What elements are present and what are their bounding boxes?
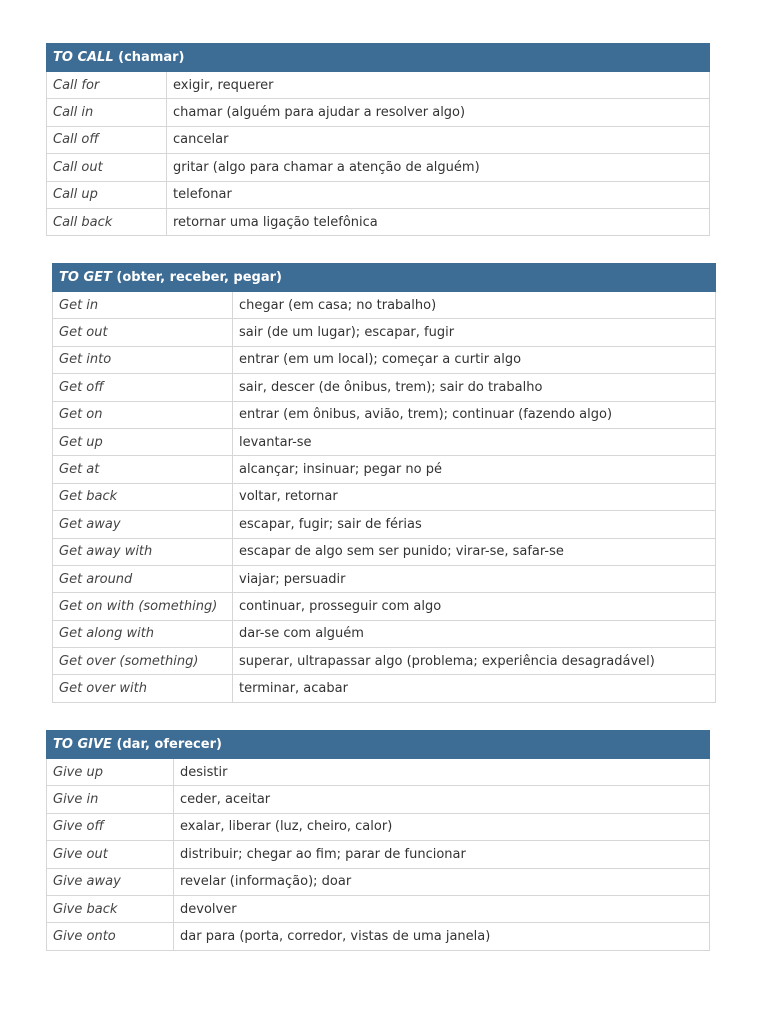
table-row bbox=[47, 759, 710, 786]
table-header bbox=[53, 264, 716, 292]
phrasal-verb-cell: Get up bbox=[53, 428, 233, 455]
phrasal-verb-cell: Get over with bbox=[53, 675, 233, 702]
verb-title: TO GET bbox=[59, 270, 112, 285]
phrasal-verb-cell: Call for bbox=[47, 72, 167, 99]
phrasal-verb-cell: Get around bbox=[53, 565, 233, 592]
table-row bbox=[53, 483, 716, 510]
phrasal-verb-cell: Get on bbox=[53, 401, 233, 428]
meaning-cell: viajar; persuadir bbox=[233, 565, 716, 592]
table-row bbox=[47, 895, 710, 922]
phrasal-verb-cell: Give out bbox=[47, 841, 174, 868]
phrasal-verbs-table-get bbox=[52, 263, 716, 703]
table-body bbox=[47, 759, 710, 951]
meaning-cell: escapar de algo sem ser punido; virar-se, safar-se bbox=[233, 538, 716, 565]
table-row bbox=[53, 319, 716, 346]
phrasal-verb-cell: Get on with (something) bbox=[53, 593, 233, 620]
table-body bbox=[47, 72, 710, 236]
phrasal-verb-cell: Call back bbox=[47, 208, 167, 235]
table-row bbox=[53, 401, 716, 428]
meaning-cell: exigir, requerer bbox=[167, 72, 710, 99]
verb-gloss: (chamar) bbox=[118, 50, 185, 65]
table-row bbox=[47, 868, 710, 895]
meaning-cell: continuar, prosseguir com algo bbox=[233, 593, 716, 620]
table-row bbox=[47, 72, 710, 99]
meaning-cell: entrar (em um local); começar a curtir algo bbox=[233, 346, 716, 373]
table-row bbox=[53, 620, 716, 647]
table-row bbox=[53, 511, 716, 538]
phrasal-verb-cell: Get off bbox=[53, 374, 233, 401]
table-body bbox=[53, 292, 716, 703]
table-row bbox=[47, 786, 710, 813]
verb-title: TO GIVE bbox=[53, 737, 112, 752]
table-row bbox=[47, 841, 710, 868]
meaning-cell: telefonar bbox=[167, 181, 710, 208]
phrasal-verb-cell: Get along with bbox=[53, 620, 233, 647]
phrasal-verb-cell: Get into bbox=[53, 346, 233, 373]
table-row bbox=[53, 593, 716, 620]
verb-gloss: (dar, oferecer) bbox=[116, 737, 222, 752]
meaning-cell: revelar (informação); doar bbox=[174, 868, 710, 895]
table-row bbox=[53, 565, 716, 592]
table-row bbox=[53, 346, 716, 373]
phrasal-verb-cell: Give back bbox=[47, 895, 174, 922]
meaning-cell: dar para (porta, corredor, vistas de uma janela) bbox=[174, 923, 710, 950]
table-header-row bbox=[47, 731, 710, 759]
phrasal-verb-cell: Give off bbox=[47, 813, 174, 840]
table-row bbox=[53, 374, 716, 401]
meaning-cell: levantar-se bbox=[233, 428, 716, 455]
meaning-cell: dar-se com alguém bbox=[233, 620, 716, 647]
meaning-cell: devolver bbox=[174, 895, 710, 922]
phrasal-verb-cell: Get back bbox=[53, 483, 233, 510]
phrasal-verb-cell: Give away bbox=[47, 868, 174, 895]
table-row bbox=[53, 428, 716, 455]
table-row bbox=[47, 208, 710, 235]
table-header bbox=[47, 731, 710, 759]
phrasal-verb-cell: Get away with bbox=[53, 538, 233, 565]
phrasal-verb-cell: Get over (something) bbox=[53, 648, 233, 675]
table-row bbox=[47, 99, 710, 126]
phrasal-verb-cell: Call off bbox=[47, 126, 167, 153]
phrasal-verb-cell: Give onto bbox=[47, 923, 174, 950]
meaning-cell: chegar (em casa; no trabalho) bbox=[233, 292, 716, 319]
meaning-cell: escapar, fugir; sair de férias bbox=[233, 511, 716, 538]
table-row bbox=[47, 813, 710, 840]
phrasal-verbs-table-give bbox=[46, 730, 710, 951]
phrasal-verb-cell: Call in bbox=[47, 99, 167, 126]
phrasal-verb-cell: Call up bbox=[47, 181, 167, 208]
meaning-cell: gritar (algo para chamar a atenção de alguém) bbox=[167, 154, 710, 181]
phrasal-verb-cell: Get at bbox=[53, 456, 233, 483]
meaning-cell: entrar (em ônibus, avião, trem); continuar (fazendo algo) bbox=[233, 401, 716, 428]
meaning-cell: distribuir; chegar ao fim; parar de funcionar bbox=[174, 841, 710, 868]
phrasal-verb-cell: Get away bbox=[53, 511, 233, 538]
meaning-cell: superar, ultrapassar algo (problema; experiência desagradável) bbox=[233, 648, 716, 675]
phrasal-verb-cell: Get in bbox=[53, 292, 233, 319]
table-row bbox=[47, 154, 710, 181]
table-row bbox=[53, 648, 716, 675]
meaning-cell: terminar, acabar bbox=[233, 675, 716, 702]
table-row bbox=[53, 292, 716, 319]
meaning-cell: cancelar bbox=[167, 126, 710, 153]
verb-title: TO CALL bbox=[53, 50, 114, 65]
phrasal-verb-cell: Give up bbox=[47, 759, 174, 786]
table-row bbox=[47, 126, 710, 153]
table-row bbox=[47, 181, 710, 208]
meaning-cell: voltar, retornar bbox=[233, 483, 716, 510]
meaning-cell: alcançar; insinuar; pegar no pé bbox=[233, 456, 716, 483]
table-header-row bbox=[47, 44, 710, 72]
meaning-cell: retornar uma ligação telefônica bbox=[167, 208, 710, 235]
table-header-row bbox=[53, 264, 716, 292]
meaning-cell: sair, descer (de ônibus, trem); sair do trabalho bbox=[233, 374, 716, 401]
table-row bbox=[53, 675, 716, 702]
phrasal-verbs-table-call bbox=[46, 43, 710, 236]
meaning-cell: ceder, aceitar bbox=[174, 786, 710, 813]
table-row bbox=[53, 456, 716, 483]
phrasal-verb-cell: Get out bbox=[53, 319, 233, 346]
meaning-cell: sair (de um lugar); escapar, fugir bbox=[233, 319, 716, 346]
meaning-cell: chamar (alguém para ajudar a resolver algo) bbox=[167, 99, 710, 126]
phrasal-verb-cell: Give in bbox=[47, 786, 174, 813]
table-row bbox=[53, 538, 716, 565]
phrasal-verb-cell: Call out bbox=[47, 154, 167, 181]
meaning-cell: exalar, liberar (luz, cheiro, calor) bbox=[174, 813, 710, 840]
table-row bbox=[47, 923, 710, 950]
verb-gloss: (obter, receber, pegar) bbox=[116, 270, 282, 285]
meaning-cell: desistir bbox=[174, 759, 710, 786]
table-header bbox=[47, 44, 710, 72]
